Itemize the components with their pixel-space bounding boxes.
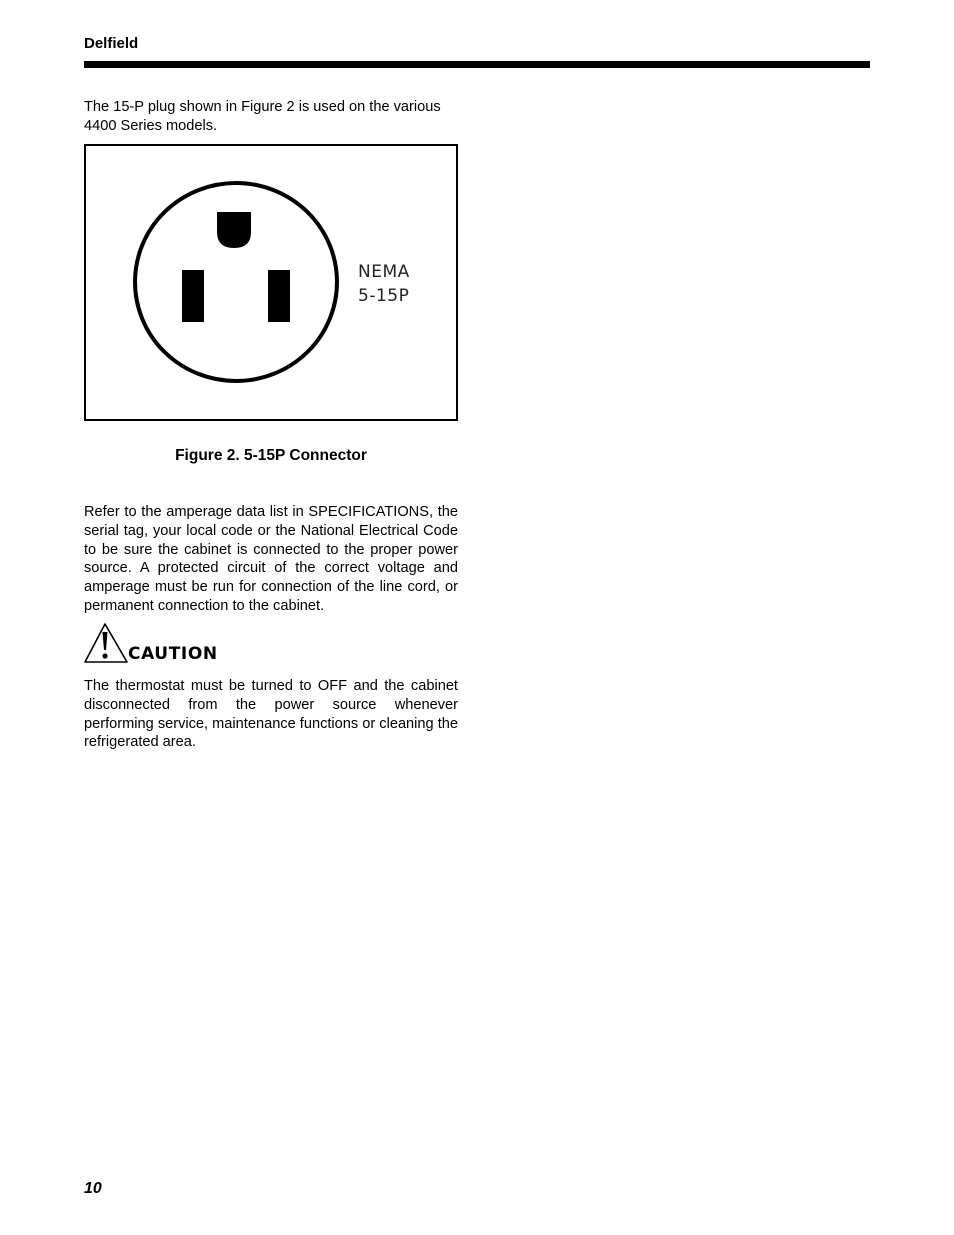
page-number: 10 [84,1180,102,1197]
ground-pin [217,212,251,248]
nema-label [358,260,410,308]
figure-box [84,144,458,421]
refer-paragraph: Refer to the amperage data list in SPECIFICATIONS, the serial tag, your local code or the National Electrical Code to be sure the cabinet is connected to the proper power source. A protected circuit of the correct voltage and amperage must be run for connection of the line cord, or permanent connection to the cabinet. [84,504,458,614]
nema-label-line2: 5-15P [358,286,410,306]
caution-word: CAUTION [128,644,218,664]
header-brand: Delfield [84,35,139,52]
right-blade [268,270,290,322]
figure-caption: Figure 2. 5-15P Connector [175,447,367,464]
left-blade [182,270,204,322]
warning-triangle-icon [84,622,130,664]
caution-heading [84,622,284,664]
header-rule [84,61,870,68]
intro-paragraph: The 15-P plug shown in Figure 2 is used on the various 4400 Series models. [84,99,441,134]
nema-label-line1: NEMA [358,262,410,282]
caution-paragraph: The thermostat must be turned to OFF and the cabinet disconnected from the power source whenever performing service, maintenance functions or cleaning the refrigerated area. [84,678,458,751]
